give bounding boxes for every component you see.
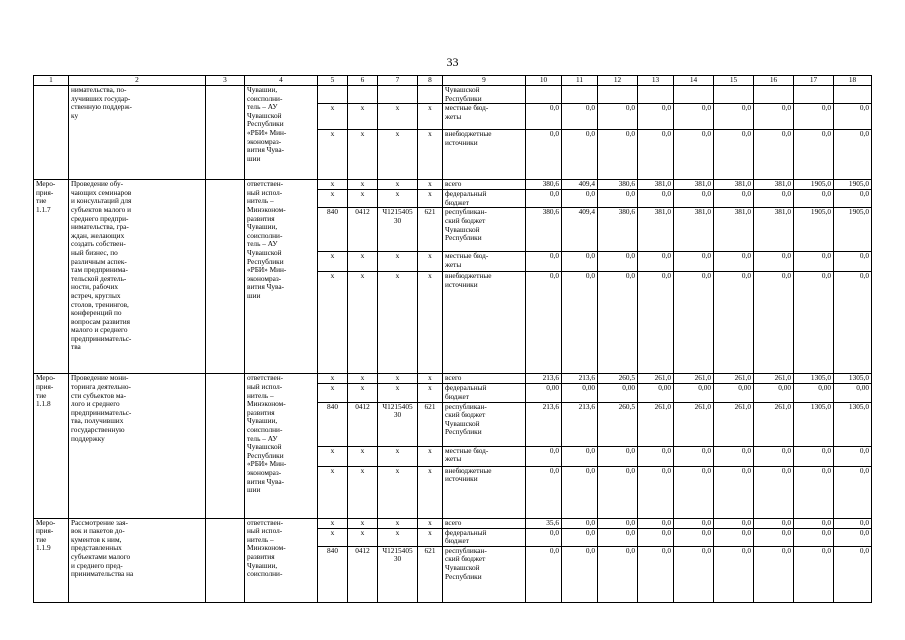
measure-name: Рассмотрение зая- вок и пакетов до- кументов к ним, представленных субъектами малого и среднего пред- принимательства на bbox=[69, 518, 206, 602]
amount-cell: 0,0 bbox=[834, 466, 872, 518]
budget-code-cell: x bbox=[418, 446, 443, 466]
amount-cell bbox=[674, 86, 714, 104]
amount-cell: 0,0 bbox=[598, 546, 638, 602]
header-cell: 16 bbox=[754, 76, 794, 86]
amount-cell: 0,0 bbox=[794, 546, 834, 602]
budget-code-cell: x bbox=[348, 252, 378, 272]
header-cell: 14 bbox=[674, 76, 714, 86]
amount-cell: 0,0 bbox=[674, 518, 714, 528]
amount-cell: 0,0 bbox=[562, 252, 598, 272]
amount-cell: 0,0 bbox=[638, 130, 674, 180]
amount-cell: 409,4 bbox=[562, 208, 598, 252]
table-row bbox=[34, 518, 872, 528]
funding-source: федеральный бюджет bbox=[443, 384, 526, 402]
budget-code-cell: 0412 bbox=[348, 402, 378, 446]
amount-cell: 0,0 bbox=[834, 252, 872, 272]
budget-code-cell: x bbox=[378, 190, 418, 208]
amount-cell: 261,0 bbox=[754, 374, 794, 384]
amount-cell: 261,0 bbox=[714, 374, 754, 384]
header-cell: 9 bbox=[443, 76, 526, 86]
amount-cell: 213,6 bbox=[562, 374, 598, 384]
amount-cell: 0,0 bbox=[598, 104, 638, 130]
funding-source: местные бюд- жеты bbox=[443, 104, 526, 130]
responsible-executor: ответствен- ный испол- нитель – Минэконом- развития Чувашии, соисполни- тель – АУ Чувашской Республики «РБИ» Мин- экономраз- вития Чува- шии bbox=[245, 180, 318, 374]
amount-cell: 0,0 bbox=[754, 190, 794, 208]
amount-cell bbox=[714, 86, 754, 104]
amount-cell: 0,0 bbox=[674, 190, 714, 208]
header-cell: 6 bbox=[348, 76, 378, 86]
budget-code-cell: x bbox=[418, 518, 443, 528]
amount-cell: 0,0 bbox=[562, 130, 598, 180]
amount-cell: 0,0 bbox=[638, 104, 674, 130]
amount-cell: 1905,0 bbox=[834, 180, 872, 190]
amount-cell: 261,0 bbox=[754, 402, 794, 446]
amount-cell: 0,0 bbox=[526, 546, 562, 602]
budget-code-cell bbox=[318, 86, 348, 104]
amount-cell: 1305,0 bbox=[794, 402, 834, 446]
amount-cell: 260,5 bbox=[598, 402, 638, 446]
amount-cell: 0,0 bbox=[794, 518, 834, 528]
amount-cell: 0,0 bbox=[754, 446, 794, 466]
amount-cell: 0,0 bbox=[794, 466, 834, 518]
measure-name: Проведение мони- торинга деятельно- сти субъектов ма- лого и среднего предпринимательс- тва, получивших государственную поддержку bbox=[69, 374, 206, 518]
empty-cell bbox=[206, 86, 245, 180]
budget-code-cell: Ч1215405 30 bbox=[378, 402, 418, 446]
amount-cell: 0,0 bbox=[714, 518, 754, 528]
header-cell: 1 bbox=[34, 76, 69, 86]
measure-label bbox=[34, 86, 69, 180]
amount-cell: 0,0 bbox=[794, 130, 834, 180]
budget-code-cell: x bbox=[318, 272, 348, 374]
amount-cell: 0,0 bbox=[754, 518, 794, 528]
funding-source: республикан- ский бюджет Чувашской Республики bbox=[443, 546, 526, 602]
amount-cell: 261,0 bbox=[638, 374, 674, 384]
amount-cell: 0,0 bbox=[526, 252, 562, 272]
amount-cell: 1905,0 bbox=[834, 208, 872, 252]
budget-code-cell: x bbox=[378, 272, 418, 374]
header-cell: 4 bbox=[245, 76, 318, 86]
amount-cell: 1905,0 bbox=[794, 208, 834, 252]
amount-cell: 0,0 bbox=[674, 546, 714, 602]
table-row bbox=[34, 86, 872, 104]
amount-cell: 0,0 bbox=[834, 446, 872, 466]
amount-cell: 0,0 bbox=[562, 466, 598, 518]
funding-source: федеральный бюджет bbox=[443, 190, 526, 208]
amount-cell: 0,0 bbox=[526, 446, 562, 466]
measure-label: Меро- прия- тие 1.1.7 bbox=[34, 180, 69, 374]
budget-code-cell: x bbox=[318, 180, 348, 190]
amount-cell: 0,0 bbox=[598, 130, 638, 180]
amount-cell: 0,0 bbox=[674, 466, 714, 518]
amount-cell: 381,0 bbox=[674, 208, 714, 252]
funding-source: всего bbox=[443, 374, 526, 384]
amount-cell: 0,0 bbox=[526, 272, 562, 374]
budget-code-cell: x bbox=[378, 374, 418, 384]
budget-code-cell: Ч1215405 30 bbox=[378, 546, 418, 602]
budget-code-cell: x bbox=[418, 130, 443, 180]
amount-cell: 0,0 bbox=[834, 190, 872, 208]
amount-cell: 0,0 bbox=[794, 252, 834, 272]
measure-name: Проведение обу- чающих семинаров и консультаций для субъектов малого и среднего предпри- нимательства, гра- ждан, желающих создать собствен- ный бизнес, по различным аспек- там предпринима- тельской деятель- ности, рабочих встреч, круглых столов, тренингов, конференций по вопросам развития малого и среднего предпринимательс- тва bbox=[69, 180, 206, 374]
budget-code-cell: x bbox=[348, 272, 378, 374]
amount-cell: 0,0 bbox=[714, 466, 754, 518]
amount-cell: 0,0 bbox=[638, 546, 674, 602]
budget-code-cell: x bbox=[378, 130, 418, 180]
amount-cell: 0,0 bbox=[638, 252, 674, 272]
budget-code-cell: x bbox=[418, 528, 443, 546]
amount-cell: 0,0 bbox=[638, 446, 674, 466]
amount-cell: 381,0 bbox=[754, 180, 794, 190]
amount-cell: 0,0 bbox=[834, 130, 872, 180]
amount-cell: 0,0 bbox=[674, 528, 714, 546]
budget-code-cell: x bbox=[318, 104, 348, 130]
responsible-executor: Чувашии, соисполни- тель – АУ Чувашской Республики «РБИ» Мин- экономраз- вития Чува- шии bbox=[245, 86, 318, 180]
budget-code-cell: x bbox=[318, 466, 348, 518]
amount-cell: 0,00 bbox=[714, 384, 754, 402]
responsible-executor: ответствен- ный испол- нитель – Минэконом- развития Чувашии, соисполни- тель – АУ Чувашской Республики «РБИ» Мин- экономраз- вития Чува- шии bbox=[245, 374, 318, 518]
budget-code-cell: x bbox=[418, 466, 443, 518]
amount-cell: 380,6 bbox=[526, 180, 562, 190]
amount-cell bbox=[526, 86, 562, 104]
amount-cell: 35,6 bbox=[526, 518, 562, 528]
header-cell: 17 bbox=[794, 76, 834, 86]
amount-cell: 0,0 bbox=[638, 518, 674, 528]
amount-cell bbox=[834, 86, 872, 104]
amount-cell: 381,0 bbox=[674, 180, 714, 190]
budget-code-cell: x bbox=[318, 518, 348, 528]
amount-cell: 0,0 bbox=[598, 272, 638, 374]
budget-code-cell: x bbox=[318, 374, 348, 384]
amount-cell: 0,0 bbox=[562, 190, 598, 208]
budget-code-cell: x bbox=[418, 190, 443, 208]
header-cell: 15 bbox=[714, 76, 754, 86]
amount-cell: 213,6 bbox=[526, 374, 562, 384]
budget-code-cell bbox=[348, 86, 378, 104]
amount-cell: 0,0 bbox=[834, 528, 872, 546]
budget-code-cell: 840 bbox=[318, 208, 348, 252]
budget-code-cell: Ч1215405 30 bbox=[378, 208, 418, 252]
amount-cell bbox=[562, 86, 598, 104]
amount-cell: 0,00 bbox=[674, 384, 714, 402]
amount-cell: 0,0 bbox=[598, 252, 638, 272]
amount-cell: 0,0 bbox=[526, 130, 562, 180]
header-cell: 5 bbox=[318, 76, 348, 86]
budget-code-cell: x bbox=[318, 130, 348, 180]
amount-cell: 261,0 bbox=[674, 374, 714, 384]
amount-cell: 0,0 bbox=[794, 104, 834, 130]
amount-cell: 0,0 bbox=[562, 104, 598, 130]
amount-cell: 0,0 bbox=[638, 528, 674, 546]
amount-cell: 0,0 bbox=[674, 104, 714, 130]
table-row bbox=[34, 180, 872, 190]
amount-cell: 0,0 bbox=[598, 528, 638, 546]
funding-source: всего bbox=[443, 180, 526, 190]
amount-cell: 0,0 bbox=[754, 528, 794, 546]
amount-cell: 1305,0 bbox=[834, 374, 872, 384]
amount-cell: 0,0 bbox=[714, 272, 754, 374]
amount-cell: 0,0 bbox=[638, 272, 674, 374]
amount-cell: 0,0 bbox=[794, 272, 834, 374]
amount-cell: 0,00 bbox=[526, 384, 562, 402]
budget-code-cell: 0412 bbox=[348, 208, 378, 252]
amount-cell: 0,0 bbox=[526, 466, 562, 518]
budget-code-cell: x bbox=[418, 374, 443, 384]
amount-cell: 0,0 bbox=[754, 104, 794, 130]
amount-cell: 0,0 bbox=[598, 518, 638, 528]
amount-cell: 1305,0 bbox=[834, 402, 872, 446]
header-cell: 11 bbox=[562, 76, 598, 86]
budget-code-cell: x bbox=[418, 180, 443, 190]
budget-code-cell: x bbox=[348, 384, 378, 402]
amount-cell: 0,0 bbox=[754, 466, 794, 518]
budget-code-cell: 840 bbox=[318, 402, 348, 446]
amount-cell: 0,0 bbox=[754, 130, 794, 180]
amount-cell: 381,0 bbox=[754, 208, 794, 252]
amount-cell: 213,6 bbox=[562, 402, 598, 446]
header-cell: 12 bbox=[598, 76, 638, 86]
measure-name: нимательства, по- лучивших государ- ственную поддерж- ку bbox=[69, 86, 206, 180]
budget-code-cell: x bbox=[348, 130, 378, 180]
amount-cell: 0,00 bbox=[598, 384, 638, 402]
budget-code-cell: x bbox=[378, 180, 418, 190]
amount-cell: 0,00 bbox=[754, 384, 794, 402]
empty-cell bbox=[206, 180, 245, 374]
funding-source: республикан- ский бюджет Чувашской Республики bbox=[443, 402, 526, 446]
header-row bbox=[34, 76, 872, 86]
amount-cell: 0,0 bbox=[754, 546, 794, 602]
budget-table bbox=[33, 75, 872, 603]
measure-label: Меро- прия- тие 1.1.9 bbox=[34, 518, 69, 602]
header-cell: 13 bbox=[638, 76, 674, 86]
amount-cell bbox=[754, 86, 794, 104]
amount-cell bbox=[638, 86, 674, 104]
budget-code-cell: x bbox=[318, 190, 348, 208]
amount-cell: 1905,0 bbox=[794, 180, 834, 190]
amount-cell: 261,0 bbox=[674, 402, 714, 446]
budget-code-cell: x bbox=[378, 384, 418, 402]
budget-code-cell: x bbox=[318, 384, 348, 402]
amount-cell: 0,00 bbox=[834, 384, 872, 402]
funding-source: местные бюд- жеты bbox=[443, 252, 526, 272]
amount-cell: 0,0 bbox=[794, 528, 834, 546]
amount-cell bbox=[794, 86, 834, 104]
header-cell: 7 bbox=[378, 76, 418, 86]
amount-cell: 0,0 bbox=[526, 190, 562, 208]
budget-code-cell: 840 bbox=[318, 546, 348, 602]
amount-cell: 0,0 bbox=[598, 190, 638, 208]
budget-code-cell: x bbox=[418, 272, 443, 374]
amount-cell: 0,0 bbox=[714, 104, 754, 130]
amount-cell: 0,0 bbox=[674, 130, 714, 180]
amount-cell: 0,0 bbox=[598, 466, 638, 518]
budget-code-cell: x bbox=[378, 252, 418, 272]
amount-cell: 0,0 bbox=[638, 466, 674, 518]
amount-cell: 261,0 bbox=[638, 402, 674, 446]
table-row bbox=[34, 374, 872, 384]
budget-code-cell: 621 bbox=[418, 402, 443, 446]
budget-code-cell: x bbox=[348, 180, 378, 190]
page-number: 33 bbox=[446, 55, 459, 69]
amount-cell: 0,0 bbox=[562, 446, 598, 466]
amount-cell: 0,0 bbox=[794, 190, 834, 208]
amount-cell: 0,0 bbox=[526, 104, 562, 130]
amount-cell: 260,5 bbox=[598, 374, 638, 384]
header-cell: 18 bbox=[834, 76, 872, 86]
funding-source: внебюджетные источники bbox=[443, 466, 526, 518]
budget-code-cell: 0412 bbox=[348, 546, 378, 602]
funding-source: местные бюд- жеты bbox=[443, 446, 526, 466]
budget-code-cell bbox=[418, 86, 443, 104]
amount-cell: 409,4 bbox=[562, 180, 598, 190]
amount-cell: 380,6 bbox=[598, 180, 638, 190]
amount-cell: 0,0 bbox=[754, 252, 794, 272]
budget-code-cell: x bbox=[418, 252, 443, 272]
budget-code-cell: x bbox=[348, 518, 378, 528]
amount-cell: 0,0 bbox=[562, 528, 598, 546]
budget-code-cell bbox=[378, 86, 418, 104]
funding-source: федеральный бюджет bbox=[443, 528, 526, 546]
header-cell: 2 bbox=[69, 76, 206, 86]
amount-cell: 0,00 bbox=[638, 384, 674, 402]
budget-code-cell: x bbox=[378, 104, 418, 130]
amount-cell: 0,0 bbox=[674, 272, 714, 374]
amount-cell: 381,0 bbox=[638, 208, 674, 252]
amount-cell: 0,0 bbox=[674, 446, 714, 466]
amount-cell: 381,0 bbox=[714, 180, 754, 190]
amount-cell: 0,0 bbox=[674, 252, 714, 272]
amount-cell: 0,0 bbox=[562, 518, 598, 528]
amount-cell: 0,0 bbox=[834, 518, 872, 528]
amount-cell: 0,00 bbox=[794, 384, 834, 402]
budget-code-cell: x bbox=[318, 252, 348, 272]
budget-code-cell: x bbox=[348, 466, 378, 518]
amount-cell: 0,0 bbox=[834, 104, 872, 130]
budget-code-cell: 621 bbox=[418, 208, 443, 252]
measure-label: Меро- прия- тие 1.1.8 bbox=[34, 374, 69, 518]
amount-cell: 0,0 bbox=[754, 272, 794, 374]
funding-source: республикан- ский бюджет Чувашской Республики bbox=[443, 208, 526, 252]
amount-cell: 213,6 bbox=[526, 402, 562, 446]
budget-code-cell: x bbox=[348, 446, 378, 466]
amount-cell bbox=[598, 86, 638, 104]
budget-code-cell: x bbox=[348, 190, 378, 208]
amount-cell: 0,0 bbox=[714, 528, 754, 546]
funding-source: внебюджетные источники bbox=[443, 272, 526, 374]
budget-code-cell: x bbox=[378, 518, 418, 528]
responsible-executor: ответствен- ный испол- нитель – Минэконом- развития Чувашии, соисполни- bbox=[245, 518, 318, 602]
budget-code-cell: 621 bbox=[418, 546, 443, 602]
header-cell: 8 bbox=[418, 76, 443, 86]
empty-cell bbox=[206, 374, 245, 518]
budget-code-cell: x bbox=[418, 104, 443, 130]
amount-cell: 0,0 bbox=[526, 528, 562, 546]
amount-cell: 381,0 bbox=[638, 180, 674, 190]
budget-code-cell: x bbox=[378, 446, 418, 466]
amount-cell: 0,0 bbox=[562, 272, 598, 374]
amount-cell: 0,0 bbox=[834, 272, 872, 374]
amount-cell: 0,0 bbox=[794, 446, 834, 466]
budget-code-cell: x bbox=[348, 528, 378, 546]
budget-code-cell: x bbox=[318, 446, 348, 466]
budget-code-cell: x bbox=[378, 466, 418, 518]
amount-cell: 0,0 bbox=[714, 546, 754, 602]
amount-cell: 0,0 bbox=[598, 446, 638, 466]
amount-cell: 381,0 bbox=[714, 208, 754, 252]
budget-code-cell: x bbox=[318, 528, 348, 546]
funding-source: внебюджетные источники bbox=[443, 130, 526, 180]
amount-cell: 0,0 bbox=[638, 190, 674, 208]
amount-cell: 261,0 bbox=[714, 402, 754, 446]
amount-cell: 0,0 bbox=[714, 190, 754, 208]
amount-cell: 0,0 bbox=[714, 130, 754, 180]
budget-code-cell: x bbox=[378, 528, 418, 546]
funding-source: Чувашской Республики bbox=[443, 86, 526, 104]
amount-cell: 380,6 bbox=[526, 208, 562, 252]
funding-source: всего bbox=[443, 518, 526, 528]
header-cell: 3 bbox=[206, 76, 245, 86]
amount-cell: 1305,0 bbox=[794, 374, 834, 384]
amount-cell: 0,0 bbox=[562, 546, 598, 602]
amount-cell: 0,0 bbox=[714, 446, 754, 466]
amount-cell: 380,6 bbox=[598, 208, 638, 252]
header-cell: 10 bbox=[526, 76, 562, 86]
budget-code-cell: x bbox=[418, 384, 443, 402]
budget-code-cell: x bbox=[348, 374, 378, 384]
empty-cell bbox=[206, 518, 245, 602]
budget-code-cell: x bbox=[348, 104, 378, 130]
amount-cell: 0,0 bbox=[714, 252, 754, 272]
amount-cell: 0,0 bbox=[834, 546, 872, 602]
amount-cell: 0,00 bbox=[562, 384, 598, 402]
